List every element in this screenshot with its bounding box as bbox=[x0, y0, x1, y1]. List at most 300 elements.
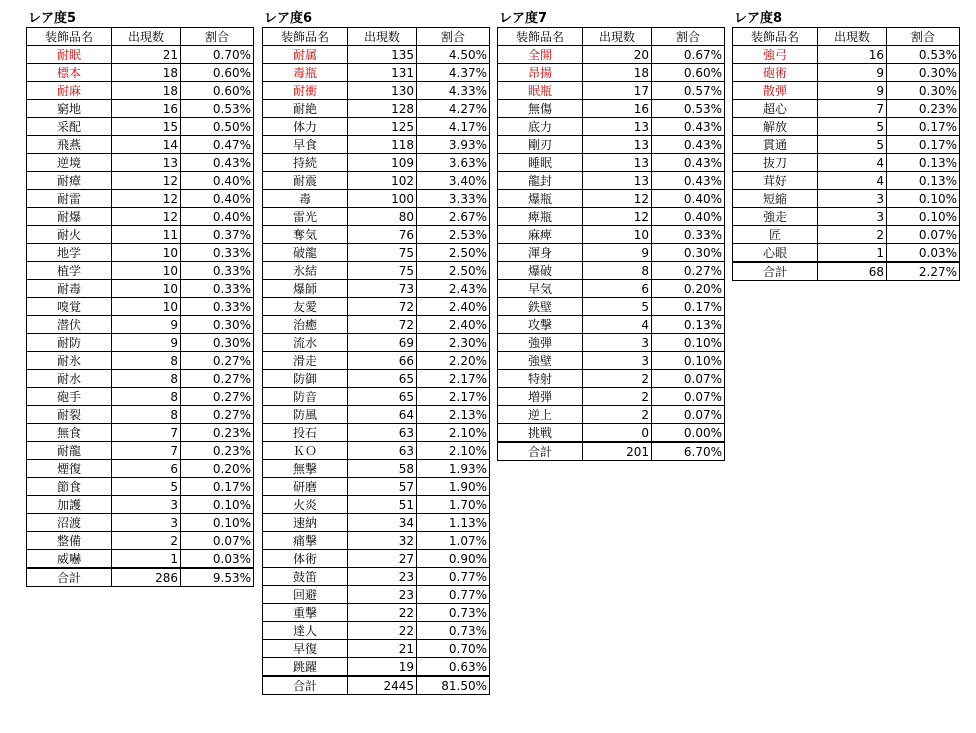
percent-cell: 0.70% bbox=[417, 640, 490, 658]
count-cell: 13 bbox=[583, 118, 652, 136]
count-cell: 131 bbox=[348, 64, 417, 82]
count-cell: 10 bbox=[112, 280, 181, 298]
item-name-cell: 加護 bbox=[27, 496, 112, 514]
percent-cell: 2.30% bbox=[417, 334, 490, 352]
count-cell: 18 bbox=[583, 64, 652, 82]
percent-cell: 0.37% bbox=[181, 226, 254, 244]
count-cell: 2 bbox=[818, 226, 887, 244]
percent-cell: 0.20% bbox=[181, 460, 254, 478]
count-cell: 8 bbox=[112, 370, 181, 388]
item-name-cell: 耐衝 bbox=[263, 82, 348, 100]
item-name-cell: 流水 bbox=[263, 334, 348, 352]
item-name-cell: 節食 bbox=[27, 478, 112, 496]
count-cell: 58 bbox=[348, 460, 417, 478]
item-name-cell: 耐毒 bbox=[27, 280, 112, 298]
count-cell: 7 bbox=[818, 100, 887, 118]
table-row bbox=[27, 352, 254, 370]
count-cell: 51 bbox=[348, 496, 417, 514]
count-cell: 125 bbox=[348, 118, 417, 136]
item-name-cell: 標本 bbox=[27, 64, 112, 82]
table-row bbox=[27, 82, 254, 100]
percent-cell: 0.30% bbox=[652, 244, 725, 262]
count-cell: 19 bbox=[348, 658, 417, 677]
table-row bbox=[27, 118, 254, 136]
percent-cell: 0.17% bbox=[652, 298, 725, 316]
table-row bbox=[263, 280, 490, 298]
item-name-cell: 嗅覚 bbox=[27, 298, 112, 316]
item-name-cell: 耐属 bbox=[263, 46, 348, 64]
table-row bbox=[27, 388, 254, 406]
percent-cell: 4.37% bbox=[417, 64, 490, 82]
item-name-cell: 痺瓶 bbox=[498, 208, 583, 226]
table-row bbox=[263, 298, 490, 316]
table-row bbox=[27, 424, 254, 442]
table-row bbox=[263, 622, 490, 640]
item-name-cell: 鼓笛 bbox=[263, 568, 348, 586]
item-name-cell: 体力 bbox=[263, 118, 348, 136]
percent-cell: 0.30% bbox=[181, 334, 254, 352]
percent-cell: 0.53% bbox=[181, 100, 254, 118]
item-name-cell: 龍封 bbox=[498, 172, 583, 190]
table-row bbox=[263, 100, 490, 118]
count-cell: 13 bbox=[112, 154, 181, 172]
percent-cell: 4.17% bbox=[417, 118, 490, 136]
table-row bbox=[263, 46, 490, 64]
percent-cell: 4.50% bbox=[417, 46, 490, 64]
item-name-cell: 砲術 bbox=[733, 64, 818, 82]
count-cell: 3 bbox=[818, 190, 887, 208]
percent-cell: 0.73% bbox=[417, 622, 490, 640]
item-name-cell: 早復 bbox=[263, 640, 348, 658]
count-cell: 9 bbox=[112, 334, 181, 352]
percent-cell: 0.27% bbox=[181, 388, 254, 406]
count-cell: 1 bbox=[818, 244, 887, 263]
table-row bbox=[27, 514, 254, 532]
count-cell: 12 bbox=[112, 172, 181, 190]
count-cell: 8 bbox=[583, 262, 652, 280]
item-name-cell: 沼渡 bbox=[27, 514, 112, 532]
item-name-cell: 研磨 bbox=[263, 478, 348, 496]
table-row bbox=[498, 316, 725, 334]
item-name-cell: 雷光 bbox=[263, 208, 348, 226]
count-cell: 9 bbox=[818, 64, 887, 82]
rarity8-block bbox=[732, 10, 960, 281]
item-name-cell: 煙復 bbox=[27, 460, 112, 478]
percent-cell: 0.57% bbox=[652, 82, 725, 100]
item-name-cell: 威嚇 bbox=[27, 550, 112, 569]
count-cell: 102 bbox=[348, 172, 417, 190]
percent-header: 割合 bbox=[652, 28, 725, 46]
table-row bbox=[27, 154, 254, 172]
item-name-cell: 合計 bbox=[498, 442, 583, 461]
count-cell: 21 bbox=[348, 640, 417, 658]
count-cell: 14 bbox=[112, 136, 181, 154]
item-name-cell: 挑戦 bbox=[498, 424, 583, 443]
count-cell: 3 bbox=[583, 352, 652, 370]
count-cell: 12 bbox=[583, 190, 652, 208]
table-row bbox=[263, 496, 490, 514]
name-header: 装飾品名 bbox=[498, 28, 583, 46]
item-name-cell: 渾身 bbox=[498, 244, 583, 262]
percent-cell: 3.93% bbox=[417, 136, 490, 154]
percent-cell: 9.53% bbox=[181, 568, 254, 587]
percent-cell: 0.63% bbox=[417, 658, 490, 677]
count-header: 出現数 bbox=[583, 28, 652, 46]
table-row bbox=[27, 172, 254, 190]
percent-cell: 0.10% bbox=[181, 514, 254, 532]
table-row bbox=[27, 316, 254, 334]
percent-cell: 0.10% bbox=[181, 496, 254, 514]
item-name-cell: 強弾 bbox=[498, 334, 583, 352]
percent-cell: 0.07% bbox=[652, 388, 725, 406]
count-cell: 16 bbox=[112, 100, 181, 118]
count-cell: 80 bbox=[348, 208, 417, 226]
table-row bbox=[263, 316, 490, 334]
percent-cell: 2.53% bbox=[417, 226, 490, 244]
table-row bbox=[263, 172, 490, 190]
count-cell: 100 bbox=[348, 190, 417, 208]
table-row bbox=[498, 334, 725, 352]
table-row bbox=[498, 298, 725, 316]
table-row bbox=[27, 406, 254, 424]
table-row bbox=[27, 244, 254, 262]
table-row bbox=[27, 442, 254, 460]
percent-cell: 2.27% bbox=[887, 262, 960, 281]
percent-cell: 4.27% bbox=[417, 100, 490, 118]
item-name-cell: 防御 bbox=[263, 370, 348, 388]
item-name-cell: 無食 bbox=[27, 424, 112, 442]
percent-cell: 0.43% bbox=[652, 118, 725, 136]
table-row bbox=[498, 82, 725, 100]
percent-cell: 6.70% bbox=[652, 442, 725, 461]
item-name-cell: 植学 bbox=[27, 262, 112, 280]
count-cell: 8 bbox=[112, 352, 181, 370]
item-name-cell: 散弾 bbox=[733, 82, 818, 100]
percent-cell: 0.43% bbox=[652, 136, 725, 154]
table-row bbox=[263, 532, 490, 550]
count-cell: 32 bbox=[348, 532, 417, 550]
count-cell: 128 bbox=[348, 100, 417, 118]
table-row bbox=[263, 136, 490, 154]
count-cell: 16 bbox=[818, 46, 887, 64]
table-row bbox=[27, 496, 254, 514]
table-row bbox=[263, 514, 490, 532]
percent-cell: 0.40% bbox=[181, 172, 254, 190]
table-row bbox=[263, 262, 490, 280]
item-name-cell: 全開 bbox=[498, 46, 583, 64]
count-cell: 2 bbox=[583, 370, 652, 388]
percent-cell: 3.40% bbox=[417, 172, 490, 190]
percent-cell: 0.13% bbox=[887, 154, 960, 172]
count-cell: 5 bbox=[583, 298, 652, 316]
item-name-cell: 茸好 bbox=[733, 172, 818, 190]
count-cell: 64 bbox=[348, 406, 417, 424]
percent-cell: 0.53% bbox=[887, 46, 960, 64]
table-row bbox=[27, 460, 254, 478]
item-name-cell: 潜伏 bbox=[27, 316, 112, 334]
item-name-cell: 強走 bbox=[733, 208, 818, 226]
table-row bbox=[498, 352, 725, 370]
item-name-cell: 回避 bbox=[263, 586, 348, 604]
percent-cell: 2.67% bbox=[417, 208, 490, 226]
count-cell: 22 bbox=[348, 604, 417, 622]
percent-cell: 2.13% bbox=[417, 406, 490, 424]
percent-cell: 0.47% bbox=[181, 136, 254, 154]
count-cell: 9 bbox=[818, 82, 887, 100]
table-row bbox=[27, 298, 254, 316]
percent-cell: 0.30% bbox=[887, 64, 960, 82]
count-cell: 15 bbox=[112, 118, 181, 136]
item-name-cell: 貫通 bbox=[733, 136, 818, 154]
count-cell: 6 bbox=[583, 280, 652, 298]
item-name-cell: 耐震 bbox=[263, 172, 348, 190]
percent-cell: 2.40% bbox=[417, 316, 490, 334]
item-name-cell: 強壁 bbox=[498, 352, 583, 370]
rarity-title: レア度8 bbox=[734, 11, 783, 26]
percent-cell: 0.33% bbox=[181, 280, 254, 298]
table-row bbox=[498, 100, 725, 118]
item-name-cell: 増弾 bbox=[498, 388, 583, 406]
item-name-cell: 破龍 bbox=[263, 244, 348, 262]
percent-cell: 0.43% bbox=[652, 154, 725, 172]
table-row bbox=[733, 82, 960, 100]
count-cell: 10 bbox=[112, 244, 181, 262]
percent-cell: 0.77% bbox=[417, 586, 490, 604]
percent-cell: 0.33% bbox=[652, 226, 725, 244]
item-name-cell: 攻撃 bbox=[498, 316, 583, 334]
table-row bbox=[263, 568, 490, 586]
item-name-cell: 耐絶 bbox=[263, 100, 348, 118]
item-name-cell: 投石 bbox=[263, 424, 348, 442]
percent-header: 割合 bbox=[887, 28, 960, 46]
percent-cell: 0.27% bbox=[181, 406, 254, 424]
item-name-cell: 痛撃 bbox=[263, 532, 348, 550]
table-row bbox=[263, 604, 490, 622]
table-row bbox=[263, 334, 490, 352]
percent-cell: 0.50% bbox=[181, 118, 254, 136]
table-row bbox=[263, 64, 490, 82]
percent-cell: 0.07% bbox=[181, 532, 254, 550]
percent-cell: 0.33% bbox=[181, 244, 254, 262]
item-name-cell: 無傷 bbox=[498, 100, 583, 118]
table-row bbox=[263, 190, 490, 208]
item-name-cell: 耐火 bbox=[27, 226, 112, 244]
item-name-cell: 底力 bbox=[498, 118, 583, 136]
percent-cell: 0.27% bbox=[181, 352, 254, 370]
count-cell: 10 bbox=[112, 262, 181, 280]
count-cell: 1 bbox=[112, 550, 181, 569]
rarity7-block bbox=[497, 10, 725, 461]
item-name-cell: 早気 bbox=[498, 280, 583, 298]
count-cell: 8 bbox=[112, 388, 181, 406]
rarity-table bbox=[262, 27, 490, 695]
table-row bbox=[27, 550, 254, 569]
table-row bbox=[27, 226, 254, 244]
item-name-cell: 飛燕 bbox=[27, 136, 112, 154]
item-name-cell: 耐水 bbox=[27, 370, 112, 388]
table-row bbox=[27, 478, 254, 496]
table-row bbox=[498, 226, 725, 244]
count-cell: 0 bbox=[583, 424, 652, 443]
count-cell: 10 bbox=[583, 226, 652, 244]
count-cell: 6 bbox=[112, 460, 181, 478]
table-row bbox=[27, 64, 254, 82]
count-cell: 10 bbox=[112, 298, 181, 316]
item-name-cell: 耐龍 bbox=[27, 442, 112, 460]
table-row bbox=[263, 208, 490, 226]
percent-cell: 0.40% bbox=[181, 208, 254, 226]
table-row bbox=[27, 280, 254, 298]
count-cell: 2 bbox=[583, 406, 652, 424]
item-name-cell: 滑走 bbox=[263, 352, 348, 370]
count-cell: 72 bbox=[348, 298, 417, 316]
total-row bbox=[27, 568, 254, 587]
count-cell: 17 bbox=[583, 82, 652, 100]
table-header-row bbox=[498, 28, 725, 46]
table-row bbox=[263, 442, 490, 460]
percent-cell: 1.13% bbox=[417, 514, 490, 532]
item-name-cell: 早食 bbox=[263, 136, 348, 154]
percent-cell: 0.07% bbox=[652, 406, 725, 424]
count-cell: 68 bbox=[818, 262, 887, 281]
percent-cell: 1.07% bbox=[417, 532, 490, 550]
percent-cell: 3.63% bbox=[417, 154, 490, 172]
table-row bbox=[733, 244, 960, 263]
item-name-cell: 整備 bbox=[27, 532, 112, 550]
item-name-cell: 采配 bbox=[27, 118, 112, 136]
percent-cell: 0.20% bbox=[652, 280, 725, 298]
rarity5-block bbox=[26, 10, 254, 587]
table-row bbox=[498, 406, 725, 424]
table-row bbox=[27, 136, 254, 154]
percent-cell: 0.03% bbox=[181, 550, 254, 569]
item-name-cell: 抜刀 bbox=[733, 154, 818, 172]
name-header: 装飾品名 bbox=[263, 28, 348, 46]
count-cell: 72 bbox=[348, 316, 417, 334]
count-cell: 4 bbox=[818, 172, 887, 190]
percent-cell: 2.17% bbox=[417, 370, 490, 388]
item-name-cell: 速納 bbox=[263, 514, 348, 532]
percent-cell: 0.30% bbox=[181, 316, 254, 334]
count-cell: 65 bbox=[348, 370, 417, 388]
item-name-cell: 無撃 bbox=[263, 460, 348, 478]
table-row bbox=[498, 190, 725, 208]
item-name-cell: 匠 bbox=[733, 226, 818, 244]
item-name-cell: 耐麻 bbox=[27, 82, 112, 100]
table-row bbox=[498, 172, 725, 190]
item-name-cell: 特射 bbox=[498, 370, 583, 388]
rarity6-block bbox=[262, 10, 490, 695]
count-cell: 130 bbox=[348, 82, 417, 100]
table-row bbox=[263, 118, 490, 136]
item-name-cell: 超心 bbox=[733, 100, 818, 118]
table-row bbox=[498, 244, 725, 262]
count-cell: 11 bbox=[112, 226, 181, 244]
percent-cell: 0.43% bbox=[181, 154, 254, 172]
table-row bbox=[733, 154, 960, 172]
item-name-cell: 短縮 bbox=[733, 190, 818, 208]
table-row bbox=[263, 370, 490, 388]
count-cell: 2 bbox=[583, 388, 652, 406]
table-row bbox=[263, 658, 490, 677]
percent-cell: 4.33% bbox=[417, 82, 490, 100]
percent-cell: 2.10% bbox=[417, 442, 490, 460]
rarity-title: レア度7 bbox=[499, 11, 548, 26]
percent-cell: 0.67% bbox=[652, 46, 725, 64]
count-cell: 57 bbox=[348, 478, 417, 496]
table-row bbox=[733, 208, 960, 226]
count-cell: 13 bbox=[583, 154, 652, 172]
item-name-cell: 耐眠 bbox=[27, 46, 112, 64]
item-name-cell: 合計 bbox=[27, 568, 112, 587]
rarity-table bbox=[497, 27, 725, 461]
count-cell: 9 bbox=[112, 316, 181, 334]
table-row bbox=[263, 352, 490, 370]
item-name-cell: 鉄壁 bbox=[498, 298, 583, 316]
percent-cell: 2.17% bbox=[417, 388, 490, 406]
item-name-cell: 地学 bbox=[27, 244, 112, 262]
percent-cell: 0.23% bbox=[181, 442, 254, 460]
count-cell: 34 bbox=[348, 514, 417, 532]
count-cell: 20 bbox=[583, 46, 652, 64]
count-cell: 75 bbox=[348, 244, 417, 262]
table-row bbox=[263, 478, 490, 496]
percent-cell: 0.53% bbox=[652, 100, 725, 118]
count-cell: 66 bbox=[348, 352, 417, 370]
count-cell: 13 bbox=[583, 172, 652, 190]
count-cell: 5 bbox=[818, 118, 887, 136]
table-header-row bbox=[733, 28, 960, 46]
item-name-cell: 氷結 bbox=[263, 262, 348, 280]
count-cell: 65 bbox=[348, 388, 417, 406]
percent-cell: 0.10% bbox=[652, 352, 725, 370]
table-row bbox=[733, 190, 960, 208]
percent-cell: 0.10% bbox=[887, 190, 960, 208]
count-cell: 23 bbox=[348, 568, 417, 586]
count-cell: 63 bbox=[348, 424, 417, 442]
item-name-cell: 窮地 bbox=[27, 100, 112, 118]
table-row bbox=[733, 100, 960, 118]
rarity-title: レア度6 bbox=[264, 11, 313, 26]
count-cell: 23 bbox=[348, 586, 417, 604]
item-name-cell: 爆破 bbox=[498, 262, 583, 280]
item-name-cell: 心眼 bbox=[733, 244, 818, 263]
percent-cell: 0.60% bbox=[181, 64, 254, 82]
rarity-table bbox=[732, 27, 960, 281]
table-row bbox=[27, 334, 254, 352]
percent-cell: 1.93% bbox=[417, 460, 490, 478]
count-cell: 73 bbox=[348, 280, 417, 298]
count-cell: 201 bbox=[583, 442, 652, 461]
item-name-cell: 麻痺 bbox=[498, 226, 583, 244]
item-name-cell: 強弓 bbox=[733, 46, 818, 64]
percent-cell: 2.10% bbox=[417, 424, 490, 442]
item-name-cell: 逆境 bbox=[27, 154, 112, 172]
percent-cell: 0.77% bbox=[417, 568, 490, 586]
percent-cell: 0.17% bbox=[181, 478, 254, 496]
percent-cell: 0.33% bbox=[181, 262, 254, 280]
percent-cell: 0.70% bbox=[181, 46, 254, 64]
count-cell: 5 bbox=[112, 478, 181, 496]
count-cell: 3 bbox=[112, 514, 181, 532]
percent-cell: 0.60% bbox=[181, 82, 254, 100]
percent-cell: 1.70% bbox=[417, 496, 490, 514]
percent-cell: 0.27% bbox=[652, 262, 725, 280]
table-row bbox=[263, 424, 490, 442]
table-row bbox=[498, 118, 725, 136]
item-name-cell: 重撃 bbox=[263, 604, 348, 622]
table-row bbox=[263, 460, 490, 478]
